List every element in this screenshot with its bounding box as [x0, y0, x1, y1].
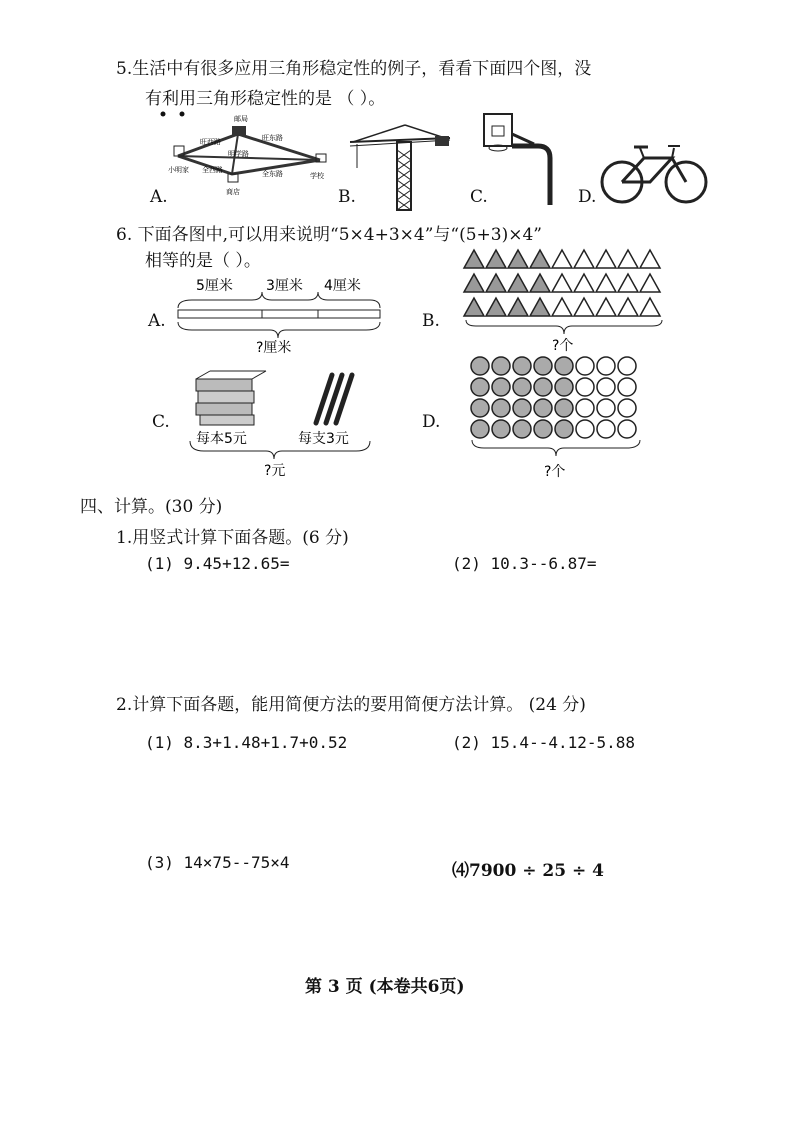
q6-option-b: B.	[422, 311, 440, 331]
plain-triangle	[618, 274, 638, 292]
shaded-triangle	[530, 298, 550, 316]
plain-triangle	[596, 250, 616, 268]
pens-icon	[316, 375, 352, 423]
plain-circle	[576, 420, 594, 438]
shaded-circle	[513, 420, 531, 438]
plain-triangle	[618, 250, 638, 268]
problem-2-2: (2) 15.4--4.12-5.88	[452, 733, 636, 752]
shaded-triangle	[486, 298, 506, 316]
shaded-circle	[492, 420, 510, 438]
shaded-triangle	[464, 298, 484, 316]
shaded-circle	[534, 357, 552, 375]
segment-4cm-label: 4厘米	[324, 278, 361, 294]
plain-triangle	[552, 250, 572, 268]
plain-triangle	[640, 274, 660, 292]
problem-1-2: (2) 10.3--6.87=	[452, 554, 597, 573]
shaded-circle	[492, 378, 510, 396]
shaded-triangle	[464, 274, 484, 292]
shaded-circle	[534, 378, 552, 396]
shaded-triangle	[530, 274, 550, 292]
circle-total-label: ?个	[544, 464, 566, 480]
crane-image	[345, 120, 455, 210]
shaded-circle	[471, 378, 489, 396]
shaded-triangle	[464, 250, 484, 268]
q6-option-d: D.	[422, 412, 441, 432]
basketball-hoop-image	[478, 110, 558, 205]
triangle-total-label: ?个	[552, 338, 574, 354]
plain-circle	[576, 357, 594, 375]
shaded-circle	[513, 357, 531, 375]
shaded-circle	[555, 378, 573, 396]
plain-circle	[618, 420, 636, 438]
plain-triangle	[574, 250, 594, 268]
problem-1-1: (1) 9.45+12.65=	[145, 554, 290, 573]
q5-line1: 5.生活中有很多应用三角形稳定性的例子，看看下面四个图，没	[116, 59, 592, 79]
shaded-circle	[555, 420, 573, 438]
plain-triangle	[552, 274, 572, 292]
q6-option-c: C.	[152, 412, 170, 432]
shaded-triangle	[486, 274, 506, 292]
q5-option-b: B.	[338, 187, 356, 207]
plain-triangle	[640, 250, 660, 268]
total-price-label: ?元	[264, 463, 286, 479]
section4-title: 四、计算。(30 分)	[80, 497, 223, 517]
q6-line1: 6. 下面各图中,可以用来说明“5×4+3×4”与“(5+3)×4”	[116, 225, 542, 245]
shaded-circle	[471, 399, 489, 417]
plain-circle	[597, 399, 615, 417]
plain-circle	[576, 378, 594, 396]
plain-circle	[576, 399, 594, 417]
shaded-circle	[492, 399, 510, 417]
map-road3-label: 旺东路	[262, 134, 283, 142]
q6-option-a: A.	[148, 311, 166, 331]
plain-circle	[597, 357, 615, 375]
plain-circle	[618, 378, 636, 396]
books-icon	[196, 371, 266, 425]
shaded-circle	[471, 357, 489, 375]
shaded-circle	[534, 420, 552, 438]
books-pens-figure	[180, 365, 380, 483]
q5-line2: 有利用三角形稳定性的是 （ ）。	[145, 89, 386, 109]
q5-option-c: C.	[470, 187, 488, 207]
q5-map-figure	[150, 108, 340, 208]
plain-triangle	[596, 274, 616, 292]
shaded-triangle	[508, 298, 528, 316]
plain-triangle	[640, 298, 660, 316]
segment-total-label: ?厘米	[256, 340, 292, 356]
shaded-circle	[513, 399, 531, 417]
q5-option-a: A.	[150, 187, 168, 207]
plain-circle	[597, 420, 615, 438]
shaded-triangle	[530, 250, 550, 268]
problem-2-4: ⑷7900 ÷ 25 ÷ 4	[452, 861, 604, 881]
segment-diagram	[170, 270, 390, 360]
map-road1-label: 旺西路	[200, 138, 221, 146]
shaded-triangle	[508, 250, 528, 268]
segment-5cm-label: 5厘米	[196, 278, 233, 294]
map-post-office-label: 邮局	[234, 115, 248, 123]
shaded-circle	[513, 378, 531, 396]
pen-price-label: 每支3元	[298, 431, 349, 447]
plain-circle	[597, 378, 615, 396]
circle-array	[460, 350, 670, 480]
section4-sub2: 2.计算下面各题，能用简便方法的要用简便方法计算。 (24 分)	[116, 695, 586, 715]
q6-line2: 相等的是（ ）。	[145, 251, 261, 271]
problem-2-1: (1) 8.3+1.48+1.7+0.52	[145, 733, 348, 752]
map-road5-label: 全东路	[262, 170, 283, 178]
shaded-triangle	[508, 274, 528, 292]
shaded-circle	[555, 399, 573, 417]
bicycle-image	[600, 140, 710, 205]
page-footer: 第 3 页 (本卷共6页)	[305, 977, 465, 997]
shaded-triangle	[486, 250, 506, 268]
plain-triangle	[552, 298, 572, 316]
plain-triangle	[574, 274, 594, 292]
plain-circle	[618, 357, 636, 375]
plain-circle	[618, 399, 636, 417]
map-road2-label: 明学路	[228, 150, 249, 158]
plain-triangle	[618, 298, 638, 316]
book-price-label: 每本5元	[196, 431, 247, 447]
map-school-label: 学校	[310, 172, 324, 180]
segment-3cm-label: 3厘米	[266, 278, 303, 294]
shaded-circle	[534, 399, 552, 417]
map-shop-label: 商店	[226, 188, 240, 196]
plain-triangle	[574, 298, 594, 316]
section4-sub1: 1.用竖式计算下面各题。(6 分)	[116, 528, 349, 548]
shaded-circle	[555, 357, 573, 375]
q5-option-d: D.	[578, 187, 597, 207]
shaded-circle	[471, 420, 489, 438]
problem-2-3: (3) 14×75--75×4	[145, 853, 290, 872]
shaded-circle	[492, 357, 510, 375]
plain-triangle	[596, 298, 616, 316]
map-road4-label: 全西路	[202, 166, 223, 174]
map-home-label: 小明家	[168, 166, 189, 174]
